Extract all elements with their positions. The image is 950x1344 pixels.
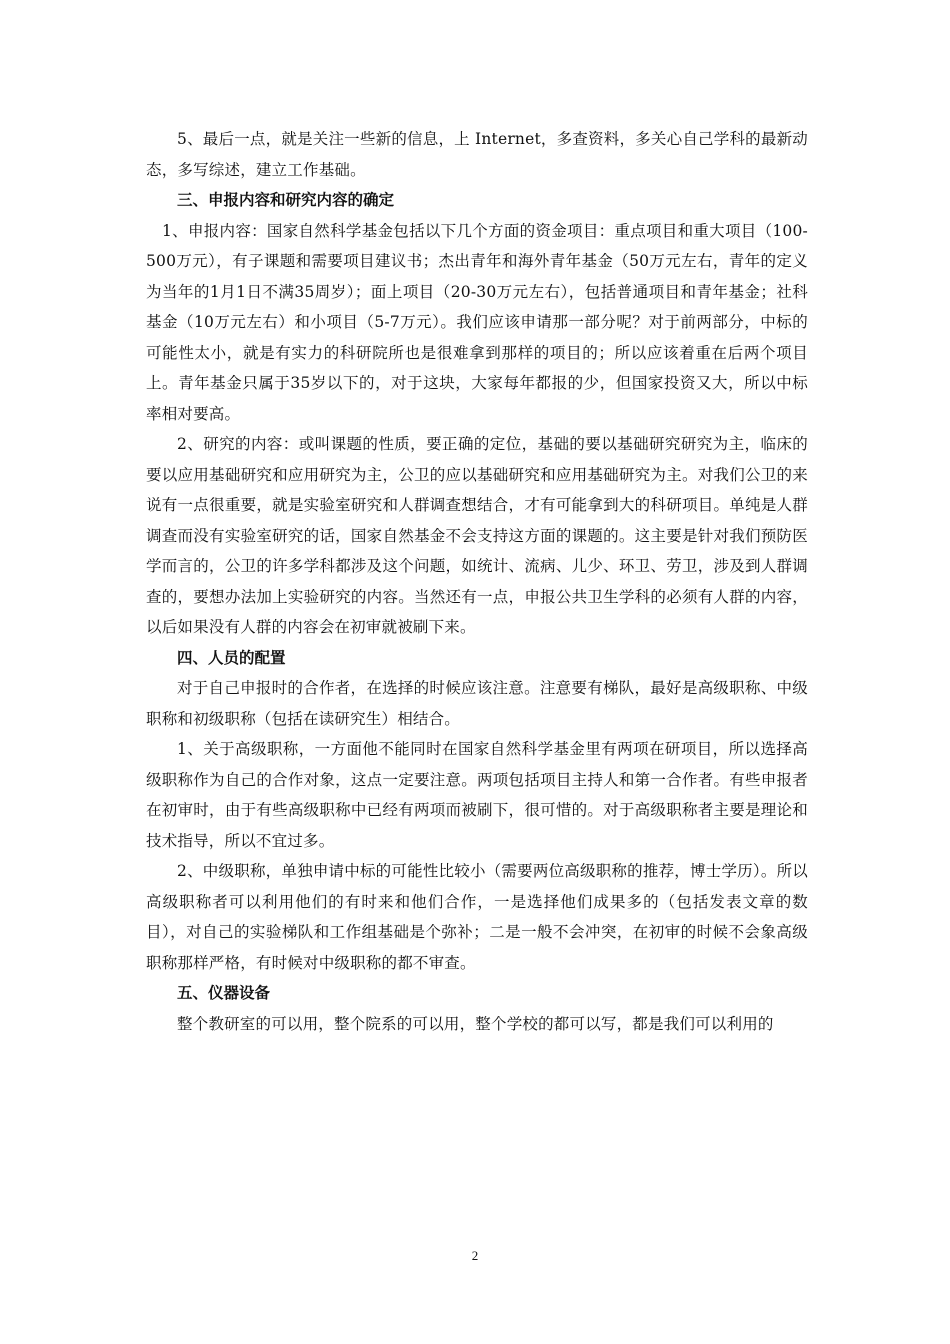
paragraph-collaborators: 对于自己申报时的合作者，在选择的时候应该注意。注意要有梯队，最好是高级职称、中级职称和初级职称（包括在读研究生）相结合。 (146, 679, 808, 728)
page-number: 2 (471, 1248, 479, 1263)
paragraph-research-content: 2、研究的内容：或叫课题的性质，要正确的定位，基础的要以基础研究研究为主，临床的要以应用基础研究和应用研究为主，公卫的应以基础研究和应用基础研究为主。对我们公卫的来说有一点很重要，就是实验室研究和人群调查想结合，才有可能拿到大的科研项目。单纯是人群调查而没有实验室研究的话，国家自然基金不会支持这方面的课题的。这主要是针对我们预防医学而言的，公卫的许多学科都涉及这个问题，如统计、流病、儿少、环卫、劳卫，涉及到人群调查的，要想办法加上实验研究的内容。当然还有一点，申报公共卫生学科的必须有人群的内容，以后如果没有人群的内容会在初审就被刷下来。 (146, 435, 808, 636)
paragraph-equipment: 整个教研室的可以用，整个院系的可以用，整个学校的都可以写，都是我们可以利用的 (177, 1014, 774, 1033)
paragraph-latest-info: 5、最后一点，就是关注一些新的信息，上 Internet，多查资料，多关心自己学科的最新动态，多写综述，建立工作基础。 (146, 130, 808, 179)
heading-section-three: 三、申报内容和研究内容的确定 (177, 190, 395, 209)
heading-section-four: 四、人员的配置 (177, 647, 286, 667)
paragraph-senior-titles: 1、关于高级职称，一方面他不能同时在国家自然科学基金里有两项在研项目，所以选择高级职称作为自己的合作对象，这点一定要注意。两项包括项目主持人和第一合作者。有些申报者在初审时，由于有些高级职称中已经有两项而被刷下，很可惜的。对于高级职称者主要是理论和技术指导，所以不宜过多。 (146, 740, 808, 850)
page-body (146, 124, 808, 1039)
paragraph-intermediate-titles: 2、中级职称，单独申请中标的可能性比较小（需要两位高级职称的推荐，博士学历）。所以高级职称者可以利用他们的有时来和他们合作，一是选择他们成果多的（包括发表文章的数目），对自己的实验梯队和工作组基础是个弥补；二是一般不会冲突，在初审的时候不会象高级职称那样严格，有时候对中级职称的都不审查。 (146, 862, 808, 972)
paragraph-application-content: 1、申报内容：国家自然科学基金包括以下几个方面的资金项目：重点项目和重大项目（100-500万元），有子课题和需要项目建议书；杰出青年和海外青年基金（50万元左右，青年的定义为当年的1月1日不满35周岁）；面上项目（20-30万元左右），包括普通项目和青年基金；社科基金（10万元左右）和小项目（5-7万元）。我们应该申请那一部分呢？对于前两部分，中标的可能性太小，就是有实力的科研院所也是很难拿到那样的项目的；所以应该着重在后两个项目上。青年基金只属于35岁以下的，对于这块，大家每年都报的少，但国家投资又大，所以中标率相对要高。 (146, 221, 808, 423)
heading-section-five: 五、仪器设备 (177, 983, 271, 1002)
